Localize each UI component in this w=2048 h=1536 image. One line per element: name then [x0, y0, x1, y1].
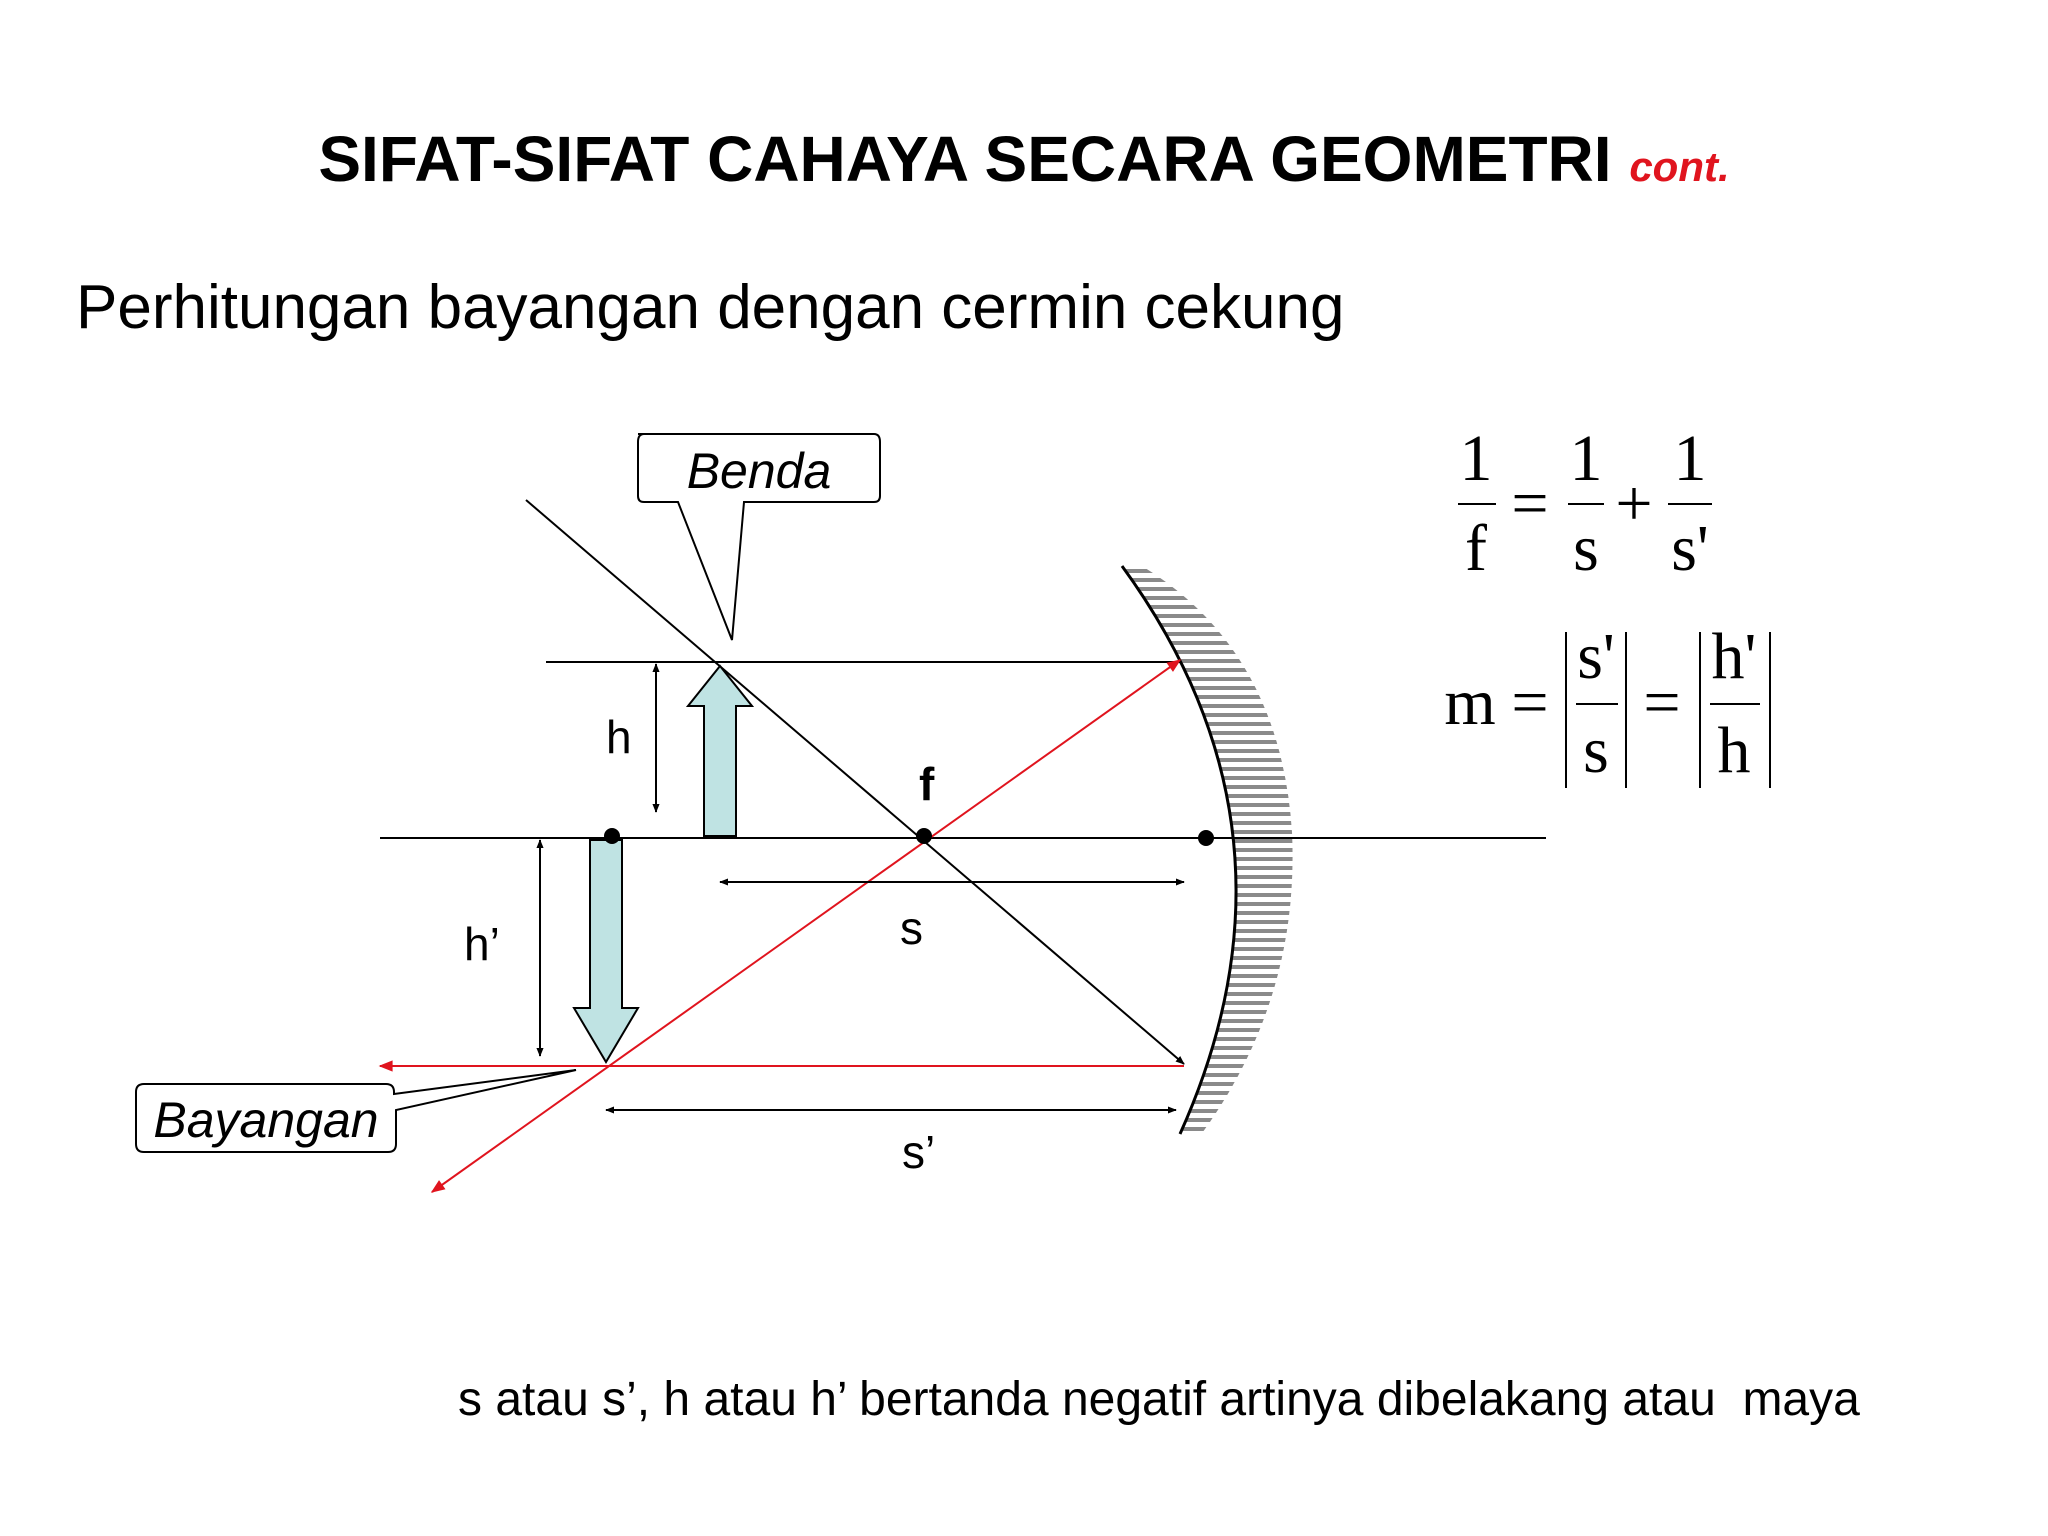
eq1-t2-num: 1	[1673, 422, 1707, 495]
mirror-vertex-dot	[1198, 830, 1214, 846]
eq2-f2-den: h	[1717, 714, 1751, 787]
eq1-t2-den: s'	[1671, 512, 1709, 585]
label-h: h	[606, 711, 632, 763]
eq2-f1-den: s	[1583, 714, 1609, 787]
callout-bayangan	[136, 1070, 576, 1152]
footnote: s atau s’, h atau h’ bertanda negatif artinya dibelakang atau maya	[458, 1373, 1860, 1426]
eq2-m: m	[1444, 666, 1496, 739]
center-of-curvature-dot	[604, 828, 620, 844]
callout-benda-label: Benda	[686, 443, 832, 499]
eq1-t1-num: 1	[1569, 422, 1603, 495]
object-arrow	[688, 666, 752, 836]
eq2-equals-1: =	[1511, 666, 1549, 739]
callout-bayangan-label: Bayangan	[153, 1092, 379, 1148]
eq2-f2-num: h'	[1711, 620, 1757, 693]
title-suffix: cont.	[1629, 143, 1730, 190]
label-s-prime: s’	[902, 1126, 936, 1178]
ray-through-focus	[526, 500, 1184, 1064]
label-s: s	[900, 902, 923, 954]
eq1-equals: =	[1511, 467, 1549, 540]
slide-subtitle: Perhitungan bayangan dengan cermin cekung	[76, 273, 1345, 342]
label-h-prime: h’	[464, 918, 500, 970]
label-f: f	[919, 758, 935, 810]
callout-benda	[638, 434, 880, 640]
mirror-equation	[1458, 422, 1712, 585]
magnification-equation	[1444, 620, 1770, 788]
eq2-equals-2: =	[1643, 666, 1681, 739]
eq1-lhs-den: f	[1465, 512, 1487, 585]
focal-point-dot	[916, 828, 932, 844]
eq1-plus: +	[1615, 467, 1653, 540]
image-arrow	[574, 840, 638, 1062]
eq2-f1-num: s'	[1577, 620, 1615, 693]
eq1-t1-den: s	[1573, 512, 1599, 585]
eq1-lhs-num: 1	[1459, 422, 1493, 495]
title-main: SIFAT-SIFAT CAHAYA SECARA GEOMETRI	[318, 123, 1612, 195]
